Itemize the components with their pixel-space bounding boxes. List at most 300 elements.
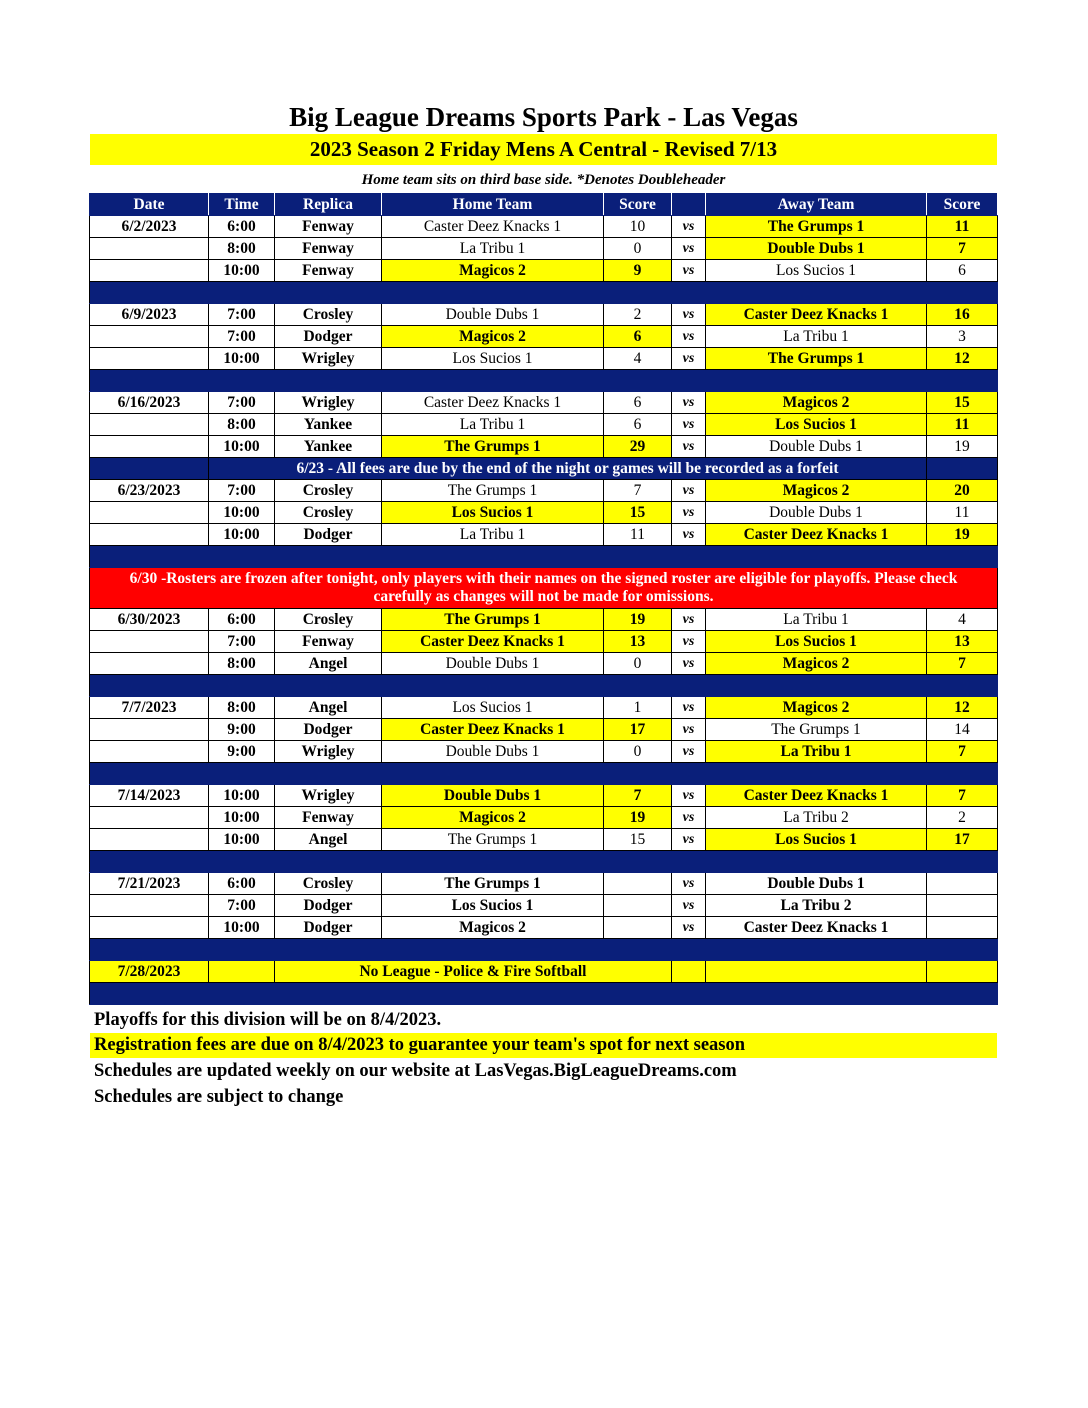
away-score: 12 [927, 697, 998, 719]
home-team: The Grumps 1 [382, 480, 604, 502]
separator-cell [706, 851, 927, 873]
game-field: Crosley [275, 480, 382, 502]
away-team: Caster Deez Knacks 1 [706, 524, 927, 546]
week-separator-row [90, 370, 998, 392]
game-field: Angel [275, 829, 382, 851]
separator-cell [90, 675, 209, 697]
separator-cell [927, 458, 998, 480]
column-header-vs [672, 194, 706, 216]
away-team: Los Sucios 1 [706, 414, 927, 436]
game-time: 10:00 [209, 785, 275, 807]
playoffs-note: Playoffs for this division will be on 8/4/2023. [94, 1010, 442, 1030]
game-field: Angel [275, 653, 382, 675]
home-team: Los Sucios 1 [382, 697, 604, 719]
vs-label: vs [672, 609, 706, 631]
game-time: 7:00 [209, 392, 275, 414]
separator-cell [604, 851, 672, 873]
game-date: 6/2/2023 [90, 216, 209, 238]
game-date [90, 631, 209, 653]
game-time: 8:00 [209, 238, 275, 260]
game-date [90, 414, 209, 436]
game-field: Dodger [275, 719, 382, 741]
game-row [90, 260, 998, 282]
separator-cell [90, 458, 209, 480]
separator-cell [382, 675, 604, 697]
game-date [90, 502, 209, 524]
separator-cell [927, 675, 998, 697]
separator-cell [604, 546, 672, 568]
game-row [90, 414, 998, 436]
registration-note: Registration fees are due on 8/4/2023 to guarantee your team's spot for next season [90, 1033, 997, 1058]
game-date: 7/28/2023 [90, 961, 209, 983]
vs-label: vs [672, 917, 706, 939]
separator-cell [672, 546, 706, 568]
separator-cell [382, 939, 604, 961]
separator-cell [706, 983, 927, 1005]
separator-cell [209, 546, 275, 568]
separator-cell [90, 983, 209, 1005]
game-field: Wrigley [275, 741, 382, 763]
week-separator-row [90, 546, 998, 568]
no-league-text: No League - Police & Fire Softball [275, 961, 672, 983]
separator-cell [672, 282, 706, 304]
game-date [90, 917, 209, 939]
week-separator-row [90, 983, 998, 1005]
away-team: Los Sucios 1 [706, 829, 927, 851]
game-field: Angel [275, 697, 382, 719]
game-time: 6:00 [209, 873, 275, 895]
home-team: The Grumps 1 [382, 609, 604, 631]
away-score: 11 [927, 502, 998, 524]
game-date [90, 895, 209, 917]
separator-cell [672, 939, 706, 961]
separator-cell [90, 851, 209, 873]
away-score: 15 [927, 392, 998, 414]
home-score: 7 [604, 480, 672, 502]
week-separator-row [90, 939, 998, 961]
game-row [90, 392, 998, 414]
vs-label: vs [672, 697, 706, 719]
home-team: La Tribu 1 [382, 238, 604, 260]
schedule-body [90, 216, 998, 1005]
vs-label: vs [672, 348, 706, 370]
separator-cell [275, 546, 382, 568]
away-team: Double Dubs 1 [706, 502, 927, 524]
game-field: Crosley [275, 304, 382, 326]
game-time: 9:00 [209, 719, 275, 741]
home-team: The Grumps 1 [382, 436, 604, 458]
away-score [927, 917, 998, 939]
game-row [90, 238, 998, 260]
game-date [90, 238, 209, 260]
home-team: Los Sucios 1 [382, 348, 604, 370]
away-score: 13 [927, 631, 998, 653]
home-score: 11 [604, 524, 672, 546]
game-row [90, 697, 998, 719]
away-team: Caster Deez Knacks 1 [706, 917, 927, 939]
separator-cell [90, 370, 209, 392]
vs-label: vs [672, 524, 706, 546]
game-time: 7:00 [209, 304, 275, 326]
game-time: 6:00 [209, 609, 275, 631]
home-score: 19 [604, 609, 672, 631]
change-note: Schedules are subject to change [94, 1087, 344, 1107]
separator-cell [927, 983, 998, 1005]
game-date: 7/21/2023 [90, 873, 209, 895]
empty-cell [672, 961, 706, 983]
game-field: Yankee [275, 436, 382, 458]
home-team: Magicos 2 [382, 326, 604, 348]
home-score: 0 [604, 653, 672, 675]
game-date: 6/30/2023 [90, 609, 209, 631]
separator-cell [604, 282, 672, 304]
separator-cell [927, 851, 998, 873]
separator-cell [382, 546, 604, 568]
away-team: The Grumps 1 [706, 719, 927, 741]
home-score: 0 [604, 741, 672, 763]
game-row [90, 609, 998, 631]
game-date [90, 829, 209, 851]
column-header-replica: Replica [275, 194, 382, 216]
game-date [90, 524, 209, 546]
game-time: 10:00 [209, 829, 275, 851]
home-team: La Tribu 1 [382, 414, 604, 436]
vs-label: vs [672, 785, 706, 807]
separator-cell [706, 763, 927, 785]
home-score: 1 [604, 697, 672, 719]
column-header-time: Time [209, 194, 275, 216]
game-row [90, 524, 998, 546]
game-row [90, 631, 998, 653]
game-time: 10:00 [209, 260, 275, 282]
week-separator-row [90, 763, 998, 785]
away-score: 16 [927, 304, 998, 326]
home-team-note: Home team sits on third base side. *Denotes Doubleheader [361, 172, 726, 188]
vs-label: vs [672, 719, 706, 741]
separator-cell [672, 983, 706, 1005]
home-team: Double Dubs 1 [382, 653, 604, 675]
away-score: 12 [927, 348, 998, 370]
game-date [90, 326, 209, 348]
away-team: Double Dubs 1 [706, 436, 927, 458]
vs-label: vs [672, 260, 706, 282]
week-separator-row [90, 675, 998, 697]
away-score: 19 [927, 524, 998, 546]
separator-cell [209, 851, 275, 873]
away-score: 7 [927, 238, 998, 260]
week-separator-row [90, 282, 998, 304]
vs-label: vs [672, 829, 706, 851]
game-date [90, 348, 209, 370]
game-row [90, 502, 998, 524]
game-field: Fenway [275, 238, 382, 260]
away-score: 7 [927, 785, 998, 807]
game-row [90, 741, 998, 763]
game-time: 10:00 [209, 917, 275, 939]
game-field: Fenway [275, 260, 382, 282]
home-score: 0 [604, 238, 672, 260]
home-team: The Grumps 1 [382, 829, 604, 851]
away-score [927, 895, 998, 917]
game-date: 6/16/2023 [90, 392, 209, 414]
vs-label: vs [672, 238, 706, 260]
separator-cell [275, 763, 382, 785]
game-row [90, 326, 998, 348]
away-team: La Tribu 1 [706, 741, 927, 763]
vs-label: vs [672, 304, 706, 326]
column-header-home-score: Score [604, 194, 672, 216]
separator-cell [209, 282, 275, 304]
home-team: Double Dubs 1 [382, 304, 604, 326]
away-team: La Tribu 1 [706, 609, 927, 631]
home-score: 7 [604, 785, 672, 807]
game-time: 10:00 [209, 502, 275, 524]
away-team: La Tribu 2 [706, 807, 927, 829]
separator-cell [706, 370, 927, 392]
fee-notice-text: 6/23 - All fees are due by the end of the night or games will be recorded as a forfeit [209, 458, 927, 480]
game-field: Wrigley [275, 348, 382, 370]
vs-label: vs [672, 436, 706, 458]
column-header-date: Date [90, 194, 209, 216]
table-header-row [90, 194, 998, 216]
game-date [90, 436, 209, 458]
home-score: 9 [604, 260, 672, 282]
vs-label: vs [672, 414, 706, 436]
vs-label: vs [672, 392, 706, 414]
game-time: 8:00 [209, 653, 275, 675]
game-field: Crosley [275, 873, 382, 895]
game-field: Fenway [275, 807, 382, 829]
game-date [90, 260, 209, 282]
vs-label: vs [672, 895, 706, 917]
game-time: 9:00 [209, 741, 275, 763]
separator-cell [604, 939, 672, 961]
home-team: Double Dubs 1 [382, 785, 604, 807]
separator-cell [275, 675, 382, 697]
separator-cell [927, 282, 998, 304]
game-field: Wrigley [275, 392, 382, 414]
column-header-away-team: Away Team [706, 194, 927, 216]
game-time: 7:00 [209, 895, 275, 917]
home-team: Caster Deez Knacks 1 [382, 719, 604, 741]
away-score: 7 [927, 653, 998, 675]
game-date: 7/14/2023 [90, 785, 209, 807]
game-row [90, 653, 998, 675]
separator-cell [604, 983, 672, 1005]
website-note: Schedules are updated weekly on our website at LasVegas.BigLeagueDreams.com [94, 1061, 737, 1081]
game-field: Yankee [275, 414, 382, 436]
vs-label: vs [672, 480, 706, 502]
vs-label: vs [672, 873, 706, 895]
game-date [90, 807, 209, 829]
schedule-table [89, 193, 998, 1005]
separator-cell [672, 370, 706, 392]
separator-cell [90, 763, 209, 785]
home-team: Magicos 2 [382, 807, 604, 829]
away-score: 20 [927, 480, 998, 502]
game-row [90, 304, 998, 326]
separator-cell [209, 983, 275, 1005]
separator-cell [604, 763, 672, 785]
column-header-home-team: Home Team [382, 194, 604, 216]
away-team: La Tribu 1 [706, 326, 927, 348]
separator-cell [275, 983, 382, 1005]
roster-freeze-notice-text: 6/30 -Rosters are frozen after tonight, only players with their names on the signed roster are eligible for playoffs. Please check carefully as changes will not be made for omissions. [90, 568, 998, 609]
away-score: 11 [927, 216, 998, 238]
column-header-away-score: Score [927, 194, 998, 216]
home-score: 6 [604, 414, 672, 436]
home-score: 15 [604, 829, 672, 851]
home-score: 6 [604, 326, 672, 348]
home-team: Magicos 2 [382, 917, 604, 939]
game-date: 6/9/2023 [90, 304, 209, 326]
home-team: Magicos 2 [382, 260, 604, 282]
away-team: Los Sucios 1 [706, 260, 927, 282]
vs-label: vs [672, 326, 706, 348]
separator-cell [672, 851, 706, 873]
home-score: 13 [604, 631, 672, 653]
separator-cell [275, 282, 382, 304]
game-row [90, 807, 998, 829]
game-date: 6/23/2023 [90, 480, 209, 502]
vs-label: vs [672, 631, 706, 653]
home-score [604, 917, 672, 939]
vs-label: vs [672, 216, 706, 238]
away-team: Caster Deez Knacks 1 [706, 304, 927, 326]
empty-cell [927, 961, 998, 983]
home-score [604, 895, 672, 917]
separator-cell [706, 282, 927, 304]
separator-cell [927, 939, 998, 961]
vs-label: vs [672, 502, 706, 524]
game-field: Dodger [275, 917, 382, 939]
separator-cell [672, 675, 706, 697]
no-league-row [90, 961, 998, 983]
home-score: 15 [604, 502, 672, 524]
away-team: Double Dubs 1 [706, 238, 927, 260]
home-team: Los Sucios 1 [382, 502, 604, 524]
empty-cell [209, 961, 275, 983]
away-team: Double Dubs 1 [706, 873, 927, 895]
away-score: 19 [927, 436, 998, 458]
separator-cell [382, 282, 604, 304]
page-title: Big League Dreams Sports Park - Las Vegas [289, 102, 798, 132]
home-score: 6 [604, 392, 672, 414]
game-row [90, 436, 998, 458]
game-time: 10:00 [209, 348, 275, 370]
game-row [90, 917, 998, 939]
separator-cell [382, 763, 604, 785]
separator-cell [90, 939, 209, 961]
game-time: 7:00 [209, 326, 275, 348]
game-field: Crosley [275, 609, 382, 631]
away-score: 14 [927, 719, 998, 741]
separator-cell [90, 282, 209, 304]
home-score: 10 [604, 216, 672, 238]
schedule-subtitle: 2023 Season 2 Friday Mens A Central - Revised 7/13 [90, 134, 997, 165]
game-field: Dodger [275, 895, 382, 917]
home-score [604, 873, 672, 895]
away-team: Magicos 2 [706, 392, 927, 414]
game-field: Wrigley [275, 785, 382, 807]
game-row [90, 480, 998, 502]
game-time: 7:00 [209, 631, 275, 653]
separator-cell [275, 370, 382, 392]
separator-cell [275, 939, 382, 961]
game-time: 10:00 [209, 436, 275, 458]
game-field: Fenway [275, 216, 382, 238]
separator-cell [927, 546, 998, 568]
separator-cell [706, 939, 927, 961]
vs-label: vs [672, 741, 706, 763]
game-date: 7/7/2023 [90, 697, 209, 719]
away-team: The Grumps 1 [706, 348, 927, 370]
empty-cell [706, 961, 927, 983]
away-team: The Grumps 1 [706, 216, 927, 238]
separator-cell [604, 370, 672, 392]
home-score: 2 [604, 304, 672, 326]
week-separator-row [90, 851, 998, 873]
separator-cell [604, 675, 672, 697]
away-score [927, 873, 998, 895]
away-team: Magicos 2 [706, 697, 927, 719]
separator-cell [927, 370, 998, 392]
game-row [90, 873, 998, 895]
home-score: 17 [604, 719, 672, 741]
game-row [90, 216, 998, 238]
home-score: 29 [604, 436, 672, 458]
vs-label: vs [672, 807, 706, 829]
game-date [90, 719, 209, 741]
home-score: 4 [604, 348, 672, 370]
away-score: 2 [927, 807, 998, 829]
away-score: 17 [927, 829, 998, 851]
away-score: 6 [927, 260, 998, 282]
away-team: Magicos 2 [706, 653, 927, 675]
separator-cell [275, 851, 382, 873]
fee-notice-row [90, 458, 998, 480]
game-time: 7:00 [209, 480, 275, 502]
home-score: 19 [604, 807, 672, 829]
away-team: Los Sucios 1 [706, 631, 927, 653]
roster-freeze-notice-row [90, 568, 998, 609]
game-date [90, 653, 209, 675]
separator-cell [672, 763, 706, 785]
away-team: Magicos 2 [706, 480, 927, 502]
separator-cell [706, 546, 927, 568]
separator-cell [90, 546, 209, 568]
away-score: 11 [927, 414, 998, 436]
separator-cell [927, 763, 998, 785]
home-team: Double Dubs 1 [382, 741, 604, 763]
game-field: Fenway [275, 631, 382, 653]
separator-cell [706, 675, 927, 697]
home-team: Caster Deez Knacks 1 [382, 631, 604, 653]
away-score: 3 [927, 326, 998, 348]
game-time: 6:00 [209, 216, 275, 238]
home-team: Caster Deez Knacks 1 [382, 392, 604, 414]
game-time: 8:00 [209, 414, 275, 436]
vs-label: vs [672, 653, 706, 675]
game-row [90, 348, 998, 370]
home-team: Los Sucios 1 [382, 895, 604, 917]
game-time: 8:00 [209, 697, 275, 719]
game-date [90, 741, 209, 763]
separator-cell [382, 851, 604, 873]
game-row [90, 785, 998, 807]
away-score: 4 [927, 609, 998, 631]
separator-cell [209, 939, 275, 961]
